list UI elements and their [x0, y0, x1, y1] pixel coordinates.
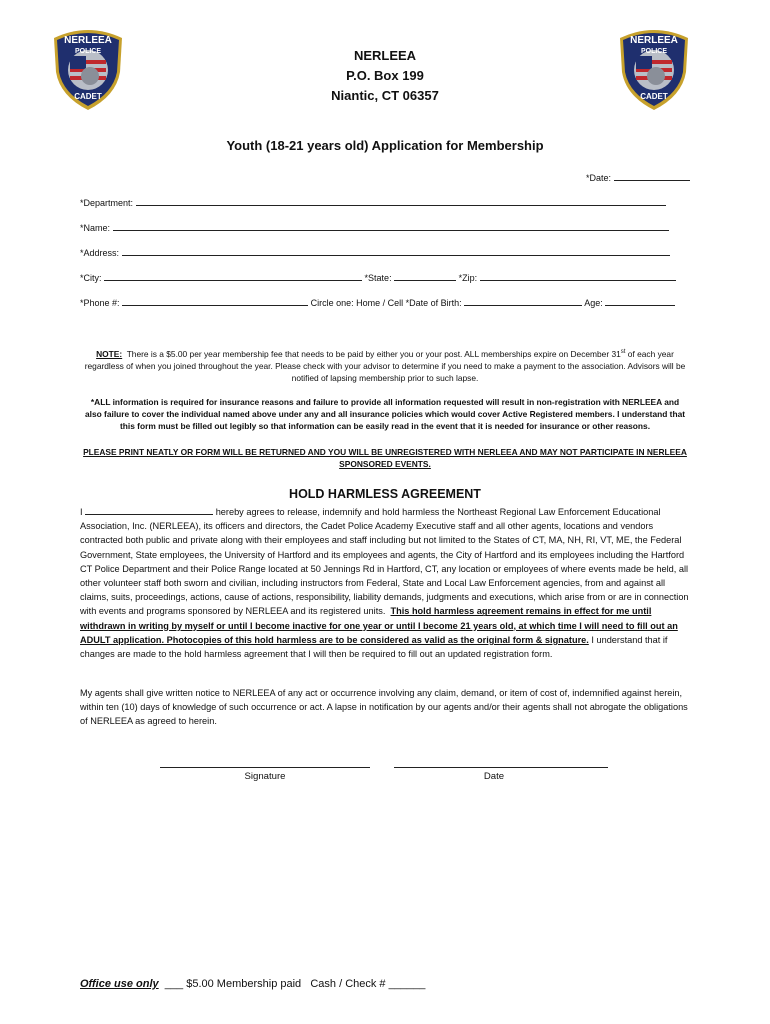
membership-paid-blank[interactable]: ___	[164, 978, 184, 990]
membership-paid-text: $5.00 Membership paid	[186, 978, 302, 990]
signature-date-line[interactable]	[394, 767, 608, 768]
agreement-prefix: I	[80, 507, 83, 517]
state-field[interactable]	[394, 271, 456, 281]
date-field[interactable]	[614, 171, 690, 181]
signature-label: Signature	[244, 771, 286, 782]
address-field[interactable]	[122, 246, 670, 256]
hold-harmless-paragraph	[80, 504, 692, 661]
org-po-box: P.O. Box 199	[346, 68, 424, 83]
insurance-warning: *ALL information is required for insurance reasons and failure to provide all information requested will result in non-registration with NERLEEA and also failure to cover the individual named above under any and all insurance policies which would cover Active Registered members. I understand that this form must be filled out legibly so that information can be easily read in the event that it is needed for insurance or other reasons.	[84, 397, 686, 431]
right-logo-mid-text: POLICE	[640, 48, 668, 55]
membership-fee-note	[82, 346, 688, 384]
department-field-row	[80, 196, 666, 208]
date-label: *Date:	[586, 173, 612, 183]
name-label: *Name:	[80, 223, 111, 233]
date-field-row	[586, 171, 690, 183]
note-label: NOTE:	[96, 348, 123, 359]
left-logo-top-text: NERLEEA	[64, 35, 112, 46]
note-text-part2: of each year regardless of when you joined throughout the year. Please check with your advisor to determine if you need to make a payment to the association. Advisors will be notified of lapsing membership prior to such lapse.	[84, 348, 686, 383]
left-logo-bottom-text: CADET	[74, 92, 102, 101]
right-logo-bottom-text: CADET	[640, 92, 668, 101]
office-use-label: Office use only	[80, 978, 159, 990]
signature-line[interactable]	[160, 767, 370, 768]
org-name: NERLEEA	[353, 48, 417, 63]
note-text-part1: There is a $5.00 per year membership fee that needs to be paid by either you or your post. ALL memberships expire on December 31	[126, 348, 621, 359]
dob-field[interactable]	[464, 296, 582, 306]
age-label: Age:	[584, 298, 603, 308]
address-field-row	[80, 246, 670, 258]
notice-paragraph: My agents shall give written notice to NERLEEA of any act or occurrence involving any claim, demand, or item of cost of, indemnified against herein, within ten (10) days of knowledge of such occurrence or act. A lapse in notification by our agents and/or their agents shall not abrogate the obligations of NERLEEA as agreed to herein.	[80, 688, 688, 727]
city-label: *City:	[80, 273, 102, 283]
form-title: Youth (18-21 years old) Application for Membership	[226, 138, 544, 153]
print-neatly-notice: PLEASE PRINT NEATLY OR FORM WILL BE RETURNED AND YOU WILL BE UNREGISTERED WITH NERLEEA AND MAY NOT PARTICIPATE IN NERLEEA SPONSORED EVENTS.	[83, 447, 687, 469]
zip-field[interactable]	[480, 271, 676, 281]
agreement-body-bold: This hold harmless agreement remains in effect for me until withdrawn in writing by myself or until I become inactive for one year or until I become 21 years old, at which time I will need to fill out an ADULT application. Photocopies of this hold harmless are to be considered as valid as the original form & signature.	[80, 606, 678, 645]
office-use-only-row	[80, 978, 425, 990]
agreement-name-field[interactable]	[85, 504, 213, 515]
city-field[interactable]	[104, 271, 362, 281]
dob-label: *Date of Birth:	[405, 298, 462, 308]
agreement-body-1: hereby agrees to release, indemnify and hold harmless the Northeast Regional Law Enforcement Educational Association, Inc. (NERLEEA), its officers and directors, the Cadet Police Academy Executive staff and all other agents, locations and vendors contracted both public and private along with their employees and staff including but not limited to the States of CT, MA, NH, RI, VT, ME, the Federal Government, State employees, the University of Hartford and its employees and agents, the City of Hartford and its employees including the Hartford CT Police Department and their Police Range located at 50 Jennings Rd in Hartford, CT, any location or employees of where events made be held, all other volunteer staff both sworn and civilian, including instructors from Federal, State and Local Law Enforcement agencies, from and against all claims, suits, proceedings, actions, cause of actions, responsibility, liability demands, judgments and executions, which arise from or are in connection with events and programs sponsored by NERLEEA and its registered units.	[80, 507, 689, 617]
name-field-row	[80, 221, 669, 233]
zip-label: *Zip:	[458, 273, 478, 283]
hold-harmless-heading: HOLD HARMLESS AGREEMENT	[289, 487, 481, 501]
department-label: *Department:	[80, 198, 134, 208]
age-field[interactable]	[605, 296, 675, 306]
check-number-blank[interactable]: ______	[388, 978, 426, 990]
signature-date-label: Date	[483, 771, 505, 782]
left-logo-mid-text: POLICE	[74, 48, 102, 55]
state-label: *State:	[364, 273, 392, 283]
phone-field[interactable]	[122, 296, 308, 306]
name-field[interactable]	[113, 221, 669, 231]
agreement-body-2: I understand that if changes are made to the hold harmless agreement that I will then be required to fill out an updated registration form.	[80, 634, 668, 660]
address-label: *Address:	[80, 248, 120, 258]
payment-method-text: Cash / Check #	[310, 978, 386, 990]
city-state-zip-row	[80, 271, 676, 283]
right-logo-top-text: NERLEEA	[630, 35, 678, 46]
phone-dob-age-row	[80, 296, 675, 308]
org-city-state-zip: Niantic, CT 06357	[331, 88, 439, 103]
phone-label: *Phone #:	[80, 298, 120, 308]
note-superscript: st	[620, 349, 626, 355]
department-field[interactable]	[136, 196, 666, 206]
phone-type-circle-one[interactable]: Circle one: Home / Cell	[310, 298, 404, 308]
